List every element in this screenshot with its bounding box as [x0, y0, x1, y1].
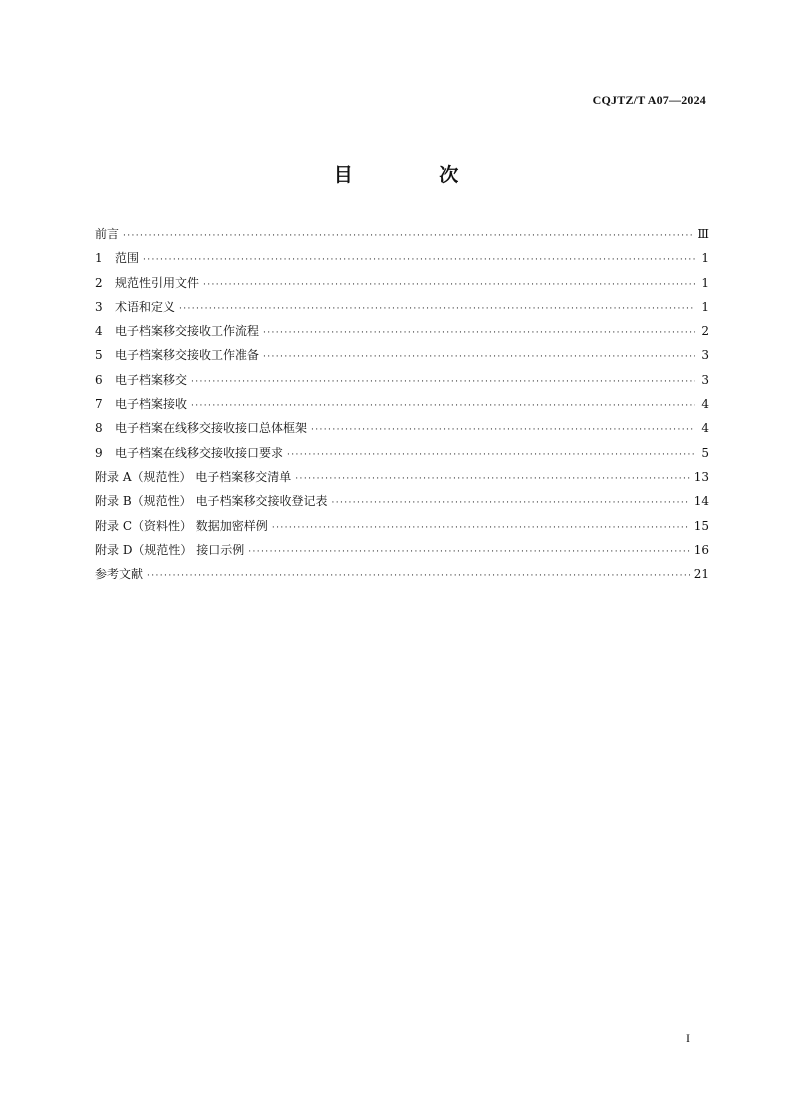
toc-entry[interactable]	[95, 541, 709, 565]
toc-leader-dots	[179, 304, 695, 314]
toc-entry-label: 电子档案在线移交接收接口要求	[115, 445, 284, 460]
toc-entry-number: 4	[95, 324, 103, 339]
toc-entry-number: 1	[95, 251, 103, 266]
toc-entry-page: 14	[693, 494, 709, 509]
toc-leader-dots	[272, 523, 690, 533]
toc-entry-page: 1	[701, 299, 709, 314]
toc-entry-number: 3	[95, 299, 103, 314]
toc-entry-number: 7	[95, 397, 103, 412]
toc-leader-dots	[191, 401, 695, 411]
toc-entry-label: 附录 B（规范性） 电子档案移交接收登记表	[95, 494, 328, 509]
toc-entry[interactable]	[95, 298, 709, 322]
toc-entry-label: 范围	[115, 251, 140, 266]
toc-entry[interactable]	[95, 468, 709, 492]
toc-entry[interactable]	[95, 346, 709, 370]
toc-entry[interactable]	[95, 371, 709, 395]
toc-entry-page: 2	[701, 324, 709, 339]
toc-entry[interactable]	[95, 517, 709, 541]
toc-entry[interactable]	[95, 395, 709, 419]
toc-entry-label: 附录 A（规范性） 电子档案移交清单	[95, 469, 292, 484]
toc-entry-page: 13	[693, 469, 709, 484]
toc-entry-number: 5	[95, 348, 103, 363]
toc-leader-dots	[147, 571, 690, 581]
toc-entry-page: 3	[701, 372, 709, 387]
toc-entry[interactable]	[95, 492, 709, 516]
toc-entry[interactable]	[95, 249, 709, 273]
toc-title: 目 次	[333, 164, 499, 186]
toc-entry[interactable]	[95, 419, 709, 443]
document-code: CQJTZ/T A07—2024	[592, 93, 706, 107]
toc-entry-page: 4	[701, 421, 709, 436]
toc-entry-label: 参考文献	[95, 567, 144, 582]
toc-entry[interactable]	[95, 444, 709, 468]
toc-leader-dots	[295, 474, 689, 484]
toc-leader-dots	[311, 425, 695, 435]
toc-entry-label: 电子档案接收	[115, 397, 188, 412]
toc-leader-dots	[248, 547, 689, 557]
toc-leader-dots	[263, 352, 695, 362]
table-of-contents	[95, 225, 709, 589]
page-number: I	[686, 1031, 690, 1045]
toc-entry-label: 附录 C（资料性） 数据加密样例	[95, 518, 268, 533]
toc-entry-label: 术语和定义	[115, 299, 176, 314]
toc-leader-dots	[287, 450, 695, 460]
toc-entry-page: 1	[701, 275, 709, 290]
toc-entry-label: 附录 D（规范性） 接口示例	[95, 542, 245, 557]
toc-leader-dots	[143, 255, 695, 265]
toc-entry-number: 8	[95, 421, 103, 436]
toc-entry[interactable]	[95, 322, 709, 346]
toc-leader-dots	[191, 377, 695, 387]
toc-entry[interactable]	[95, 274, 709, 298]
toc-leader-dots	[331, 498, 689, 508]
toc-entry-page: 3	[701, 348, 709, 363]
toc-entry[interactable]	[95, 225, 709, 249]
toc-entry[interactable]	[95, 565, 709, 589]
toc-entry-page: 1	[701, 251, 709, 266]
toc-entry-number: 9	[95, 445, 103, 460]
toc-entry-number: 2	[95, 275, 103, 290]
toc-entry-number: 6	[95, 372, 103, 387]
toc-entry-page: 21	[693, 567, 709, 582]
toc-entry-page: 4	[701, 397, 709, 412]
toc-entry-label: 规范性引用文件	[115, 275, 200, 290]
toc-entry-label: 前言	[95, 227, 120, 241]
toc-leader-dots	[203, 280, 695, 290]
toc-entry-label: 电子档案在线移交接收接口总体框架	[115, 421, 308, 436]
toc-leader-dots	[263, 328, 695, 338]
toc-entry-page: 15	[693, 518, 709, 533]
toc-entry-label: 电子档案移交接收工作准备	[115, 348, 260, 363]
toc-leader-dots	[123, 231, 693, 241]
toc-entry-page: 16	[693, 542, 709, 557]
toc-entry-page: 5	[701, 445, 709, 460]
toc-entry-label: 电子档案移交	[115, 372, 188, 387]
toc-entry-label: 电子档案移交接收工作流程	[115, 324, 260, 339]
toc-entry-page: Ⅲ	[697, 227, 709, 241]
